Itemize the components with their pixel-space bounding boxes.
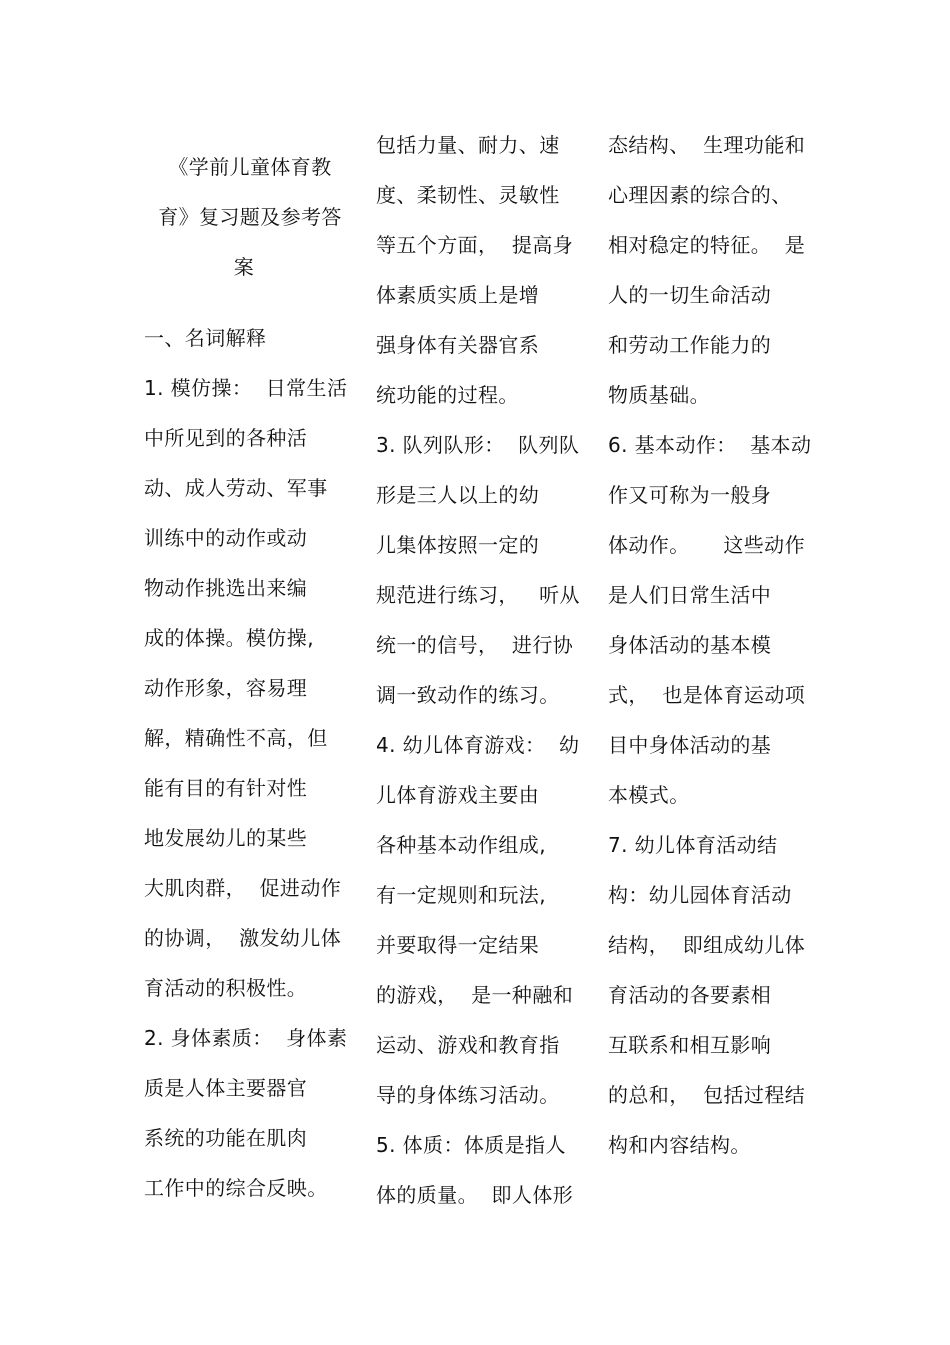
text-line: 式， 也是体育运动项	[608, 683, 806, 707]
text-line: 强身体有关器官系	[376, 333, 540, 357]
text-line: 地发展幼儿的某些	[144, 826, 308, 850]
text-line: 解，精确性不高，但	[144, 726, 328, 750]
text-line: 儿体育游戏主要由	[376, 783, 540, 807]
text-line: 儿集体按照一定的	[376, 533, 540, 557]
text-line: 各种基本动作组成,	[376, 833, 546, 857]
text-line: 人的一切生命活动	[608, 283, 772, 307]
text-column-3	[608, 120, 813, 1170]
document-title-line-3: 案	[233, 255, 255, 279]
text-line: 的游戏， 是一种融和	[376, 983, 574, 1007]
text-line: 育活动的各要素相	[608, 983, 772, 1007]
text-line: 有一定规则和玩法,	[376, 883, 546, 907]
text-line: 本模式。	[608, 783, 690, 807]
text-line: 作又可称为一般身	[608, 483, 772, 507]
text-line: 体动作。 这些动作	[608, 533, 805, 557]
text-line: 育活动的积极性。	[144, 976, 308, 1000]
text-line: 6. 基本动作： 基本动	[608, 433, 812, 457]
text-line: 和劳动工作能力的	[608, 333, 772, 357]
text-line: 系统的功能在肌肉	[144, 1126, 308, 1150]
text-line: 5. 体质：体质是指人	[376, 1133, 566, 1157]
text-line: 成的体操。模仿操,	[144, 626, 314, 650]
text-column-2	[376, 120, 581, 1220]
text-line: 目中身体活动的基	[608, 733, 772, 757]
text-line: 的协调， 激发幼儿体	[144, 926, 342, 950]
text-column-1	[144, 142, 348, 1213]
text-line: 大肌肉群， 促进动作	[144, 876, 342, 900]
text-line: 训练中的动作或动	[144, 526, 308, 550]
text-line: 相对稳定的特征。 是	[608, 233, 806, 257]
column-1-body	[144, 363, 348, 1213]
text-line: 等五个方面， 提高身	[376, 233, 574, 257]
section-heading: 一、名词解释	[144, 326, 267, 350]
text-line: 是人们日常生活中	[608, 583, 772, 607]
text-line: 心理因素的综合的、	[608, 183, 792, 207]
text-line: 态结构、 生理功能和	[608, 133, 806, 157]
text-line: 导的身体练习活动。	[376, 1083, 560, 1107]
text-line: 能有目的有针对性	[144, 776, 308, 800]
text-line: 2. 身体素质： 身体素	[144, 1026, 348, 1050]
text-line: 包括力量、耐力、速	[376, 133, 560, 157]
text-line: 形是三人以上的幼	[376, 483, 540, 507]
text-line: 物动作挑选出来编	[144, 576, 308, 600]
text-line: 身体活动的基本模	[608, 633, 772, 657]
text-line: 3. 队列队形： 队列队	[376, 433, 580, 457]
text-line: 质是人体主要器官	[144, 1076, 308, 1100]
text-line: 体素质实质上是增	[376, 283, 540, 307]
text-line: 物质基础。	[608, 383, 710, 407]
document-title-line-2: 育》复习题及参考答	[158, 205, 342, 229]
text-line: 规范进行练习， 听从	[376, 583, 580, 607]
text-line: 统功能的过程。	[376, 383, 519, 407]
spacer	[144, 292, 344, 313]
text-line: 工作中的综合反映。	[144, 1176, 328, 1200]
text-line: 互联系和相互影响	[608, 1033, 772, 1057]
text-line: 1. 模仿操： 日常生活	[144, 376, 348, 400]
text-line: 运动、游戏和教育指	[376, 1033, 560, 1057]
text-line: 4. 幼儿体育游戏： 幼	[376, 733, 580, 757]
text-line: 构和内容结构。	[608, 1133, 751, 1157]
text-line: 动作形象，容易理	[144, 676, 308, 700]
text-line: 统一的信号， 进行协	[376, 633, 574, 657]
text-line: 中所见到的各种活	[144, 426, 308, 450]
text-line: 调一致动作的练习。	[376, 683, 560, 707]
text-line: 动、成人劳动、军事	[144, 476, 328, 500]
text-line: 体的质量。 即人体形	[376, 1183, 574, 1207]
text-line: 并要取得一定结果	[376, 933, 540, 957]
text-line: 构：幼儿园体育活动	[608, 883, 792, 907]
text-line: 结构， 即组成幼儿体	[608, 933, 806, 957]
text-line: 的总和， 包括过程结	[608, 1083, 806, 1107]
text-line: 7. 幼儿体育活动结	[608, 833, 778, 857]
document-title-line-1: 《学前儿童体育教	[168, 155, 332, 179]
text-line: 度、柔韧性、灵敏性	[376, 183, 560, 207]
